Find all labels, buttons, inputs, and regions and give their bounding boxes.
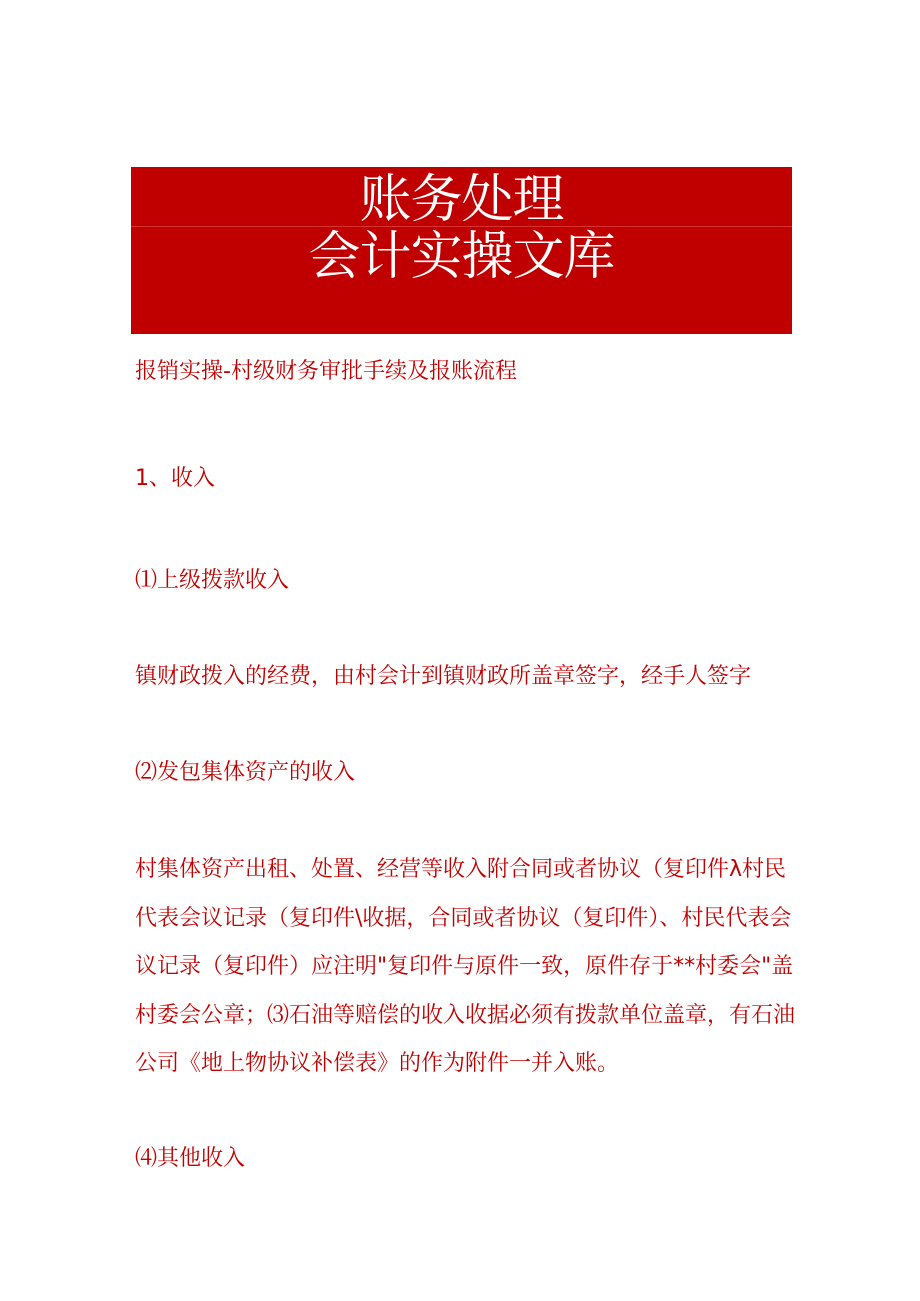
- item-heading-allocation-income: ⑴上级拨款收入: [135, 568, 290, 593]
- banner-title-line2: 会计实操文库: [308, 227, 615, 287]
- banner-title-line1: 账务处理: [359, 170, 564, 230]
- item-heading-asset-contract-income: ⑵发包集体资产的收入: [135, 760, 356, 785]
- paragraph-asset-contract-income: 村集体资产出租、处置、经营等收入附合同或者协议（复印件λ村民代表会议记录（复印件\收据，合同或者协议（复印件）、村民代表会议记录（复印件）应注明"复印件与原件一致，原件存于**村委会"盖村委会公章；⑶石油等赔偿的收入收据必须有拨款单位盖章，有石油公司《地上物协议补偿表》的作为附件一并入账。: [135, 857, 796, 1076]
- header-banner: [131, 167, 792, 334]
- section-heading-income: 1、收入: [135, 466, 215, 491]
- document-title: 报销实操-村级财务审批手续及报账流程: [135, 359, 517, 384]
- item-heading-other-income: ⑷其他收入: [135, 1146, 246, 1171]
- paragraph-allocation-income: 镇财政拨入的经费，由村会计到镇财政所盖章签字，经手人签字: [135, 664, 752, 689]
